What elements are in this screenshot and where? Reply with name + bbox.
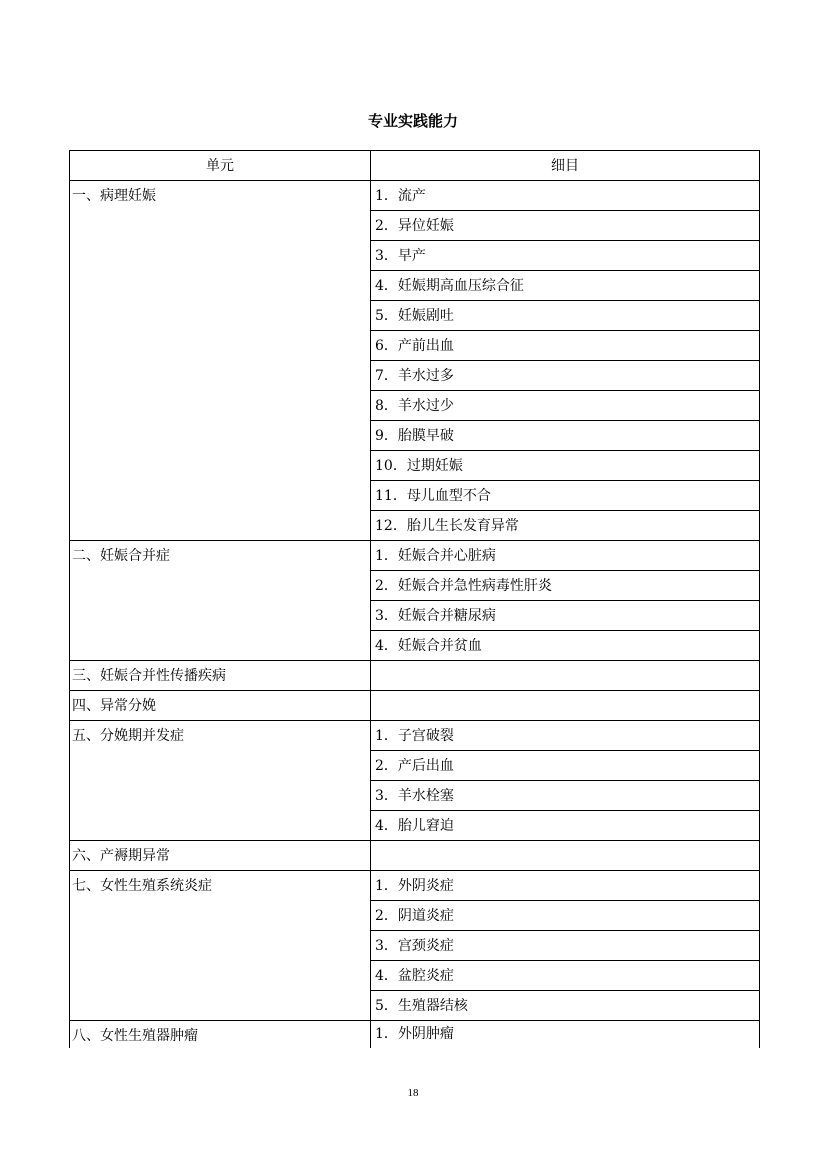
column-header-detail: 细目 bbox=[371, 151, 760, 181]
table-header-row bbox=[70, 151, 760, 181]
table-row bbox=[70, 181, 760, 211]
detail-cell: 2．产后出血 bbox=[371, 751, 760, 781]
detail-cell: 5．生殖器结核 bbox=[371, 991, 760, 1021]
unit-cell: 四、异常分娩 bbox=[70, 691, 371, 721]
detail-cell: 4．盆腔炎症 bbox=[371, 961, 760, 991]
detail-cell: 11．母儿血型不合 bbox=[371, 481, 760, 511]
detail-cell: 1．子宫破裂 bbox=[371, 721, 760, 751]
detail-cell: 3．早产 bbox=[371, 241, 760, 271]
detail-cell: 2．妊娠合并急性病毒性肝炎 bbox=[371, 571, 760, 601]
detail-cell: 4．妊娠合并贫血 bbox=[371, 631, 760, 661]
syllabus-table bbox=[69, 150, 760, 1048]
detail-cell: 5．妊娠剧吐 bbox=[371, 301, 760, 331]
unit-cell: 六、产褥期异常 bbox=[70, 841, 371, 871]
detail-cell: 2．异位妊娠 bbox=[371, 211, 760, 241]
table-row bbox=[70, 841, 760, 871]
detail-cell bbox=[371, 691, 760, 721]
unit-cell: 一、病理妊娠 bbox=[70, 181, 371, 541]
table-row bbox=[70, 721, 760, 751]
detail-cell: 7．羊水过多 bbox=[371, 361, 760, 391]
detail-cell: 3．妊娠合并糖尿病 bbox=[371, 601, 760, 631]
detail-cell bbox=[371, 661, 760, 691]
table-row bbox=[70, 1021, 760, 1048]
column-header-unit: 单元 bbox=[70, 151, 371, 181]
detail-cell: 6．产前出血 bbox=[371, 331, 760, 361]
page-number: 18 bbox=[407, 1087, 419, 1099]
detail-cell: 8．羊水过少 bbox=[371, 391, 760, 421]
detail-cell: 10．过期妊娠 bbox=[371, 451, 760, 481]
table-row bbox=[70, 871, 760, 901]
table-row bbox=[70, 661, 760, 691]
detail-cell: 3．宫颈炎症 bbox=[371, 931, 760, 961]
detail-cell: 12．胎儿生长发育异常 bbox=[371, 511, 760, 541]
detail-cell: 1．外阴炎症 bbox=[371, 871, 760, 901]
detail-cell: 1．流产 bbox=[371, 181, 760, 211]
detail-cell: 9．胎膜早破 bbox=[371, 421, 760, 451]
table-row bbox=[70, 691, 760, 721]
detail-cell: 1．妊娠合并心脏病 bbox=[371, 541, 760, 571]
detail-cell bbox=[371, 841, 760, 871]
detail-cell: 4．胎儿窘迫 bbox=[371, 811, 760, 841]
detail-cell: 2．阴道炎症 bbox=[371, 901, 760, 931]
unit-cell: 七、女性生殖系统炎症 bbox=[70, 871, 371, 1021]
page-title: 专业实践能力 bbox=[367, 112, 458, 130]
unit-cell: 二、妊娠合并症 bbox=[70, 541, 371, 661]
unit-cell: 八、女性生殖器肿瘤 bbox=[70, 1021, 371, 1048]
detail-cell: 3．羊水栓塞 bbox=[371, 781, 760, 811]
table-row bbox=[70, 541, 760, 571]
detail-cell: 1．外阴肿瘤 bbox=[371, 1021, 760, 1048]
detail-cell: 4．妊娠期高血压综合征 bbox=[371, 271, 760, 301]
unit-cell: 三、妊娠合并性传播疾病 bbox=[70, 661, 371, 691]
unit-cell: 五、分娩期并发症 bbox=[70, 721, 371, 841]
